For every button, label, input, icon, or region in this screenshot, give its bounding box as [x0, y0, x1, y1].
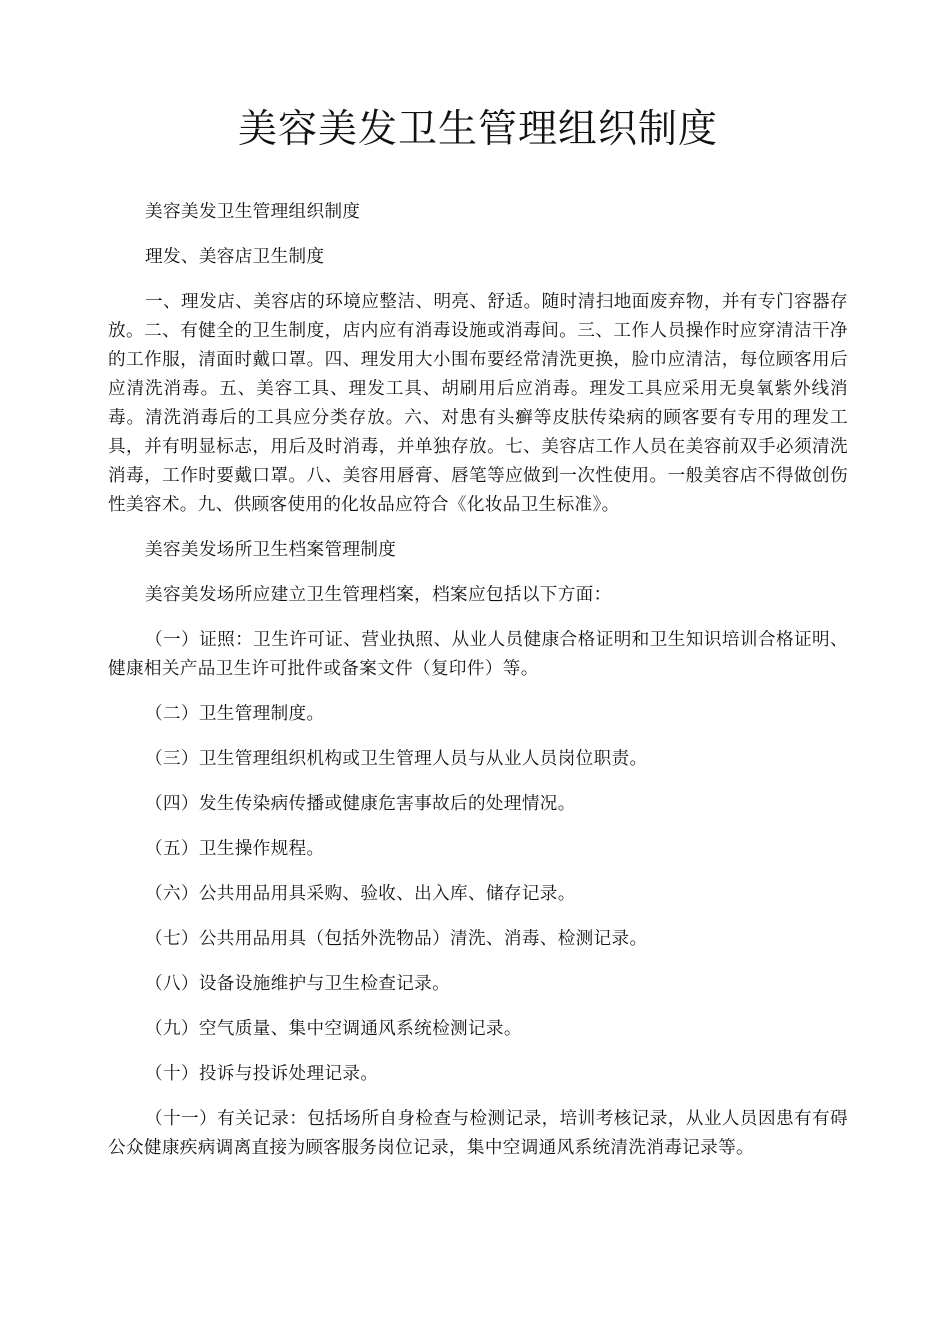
list-item: （五）卫生操作规程。: [145, 839, 325, 859]
list-item: （六）公共用品用具采购、验收、出入库、储存记录。: [145, 884, 576, 904]
paragraph-subtitle: 美容美发卫生管理组织制度: [145, 202, 361, 222]
paragraph-rules-body: 一、理发店、美容店的环境应整洁、明亮、舒适。随时清扫地面废弃物，并有专门容器存放。二、有健全的卫生制度，店内应有消毒设施或消毒间。三、工作人员操作时应穿清洁干净的工作服，清面时戴口罩。四、理发用大小围布要经常清洗更换，脸巾应清洁，每位顾客用后应清洗消毒。五、美容工具、理发工具、胡刷用后应消毒。理发工具应采用无臭氧紫外线消毒。清洗消毒后的工具应分类存放。六、对患有头癣等皮肤传染病的顾客要有专用的理发工具，并有明显标志，用后及时消毒，并单独存放。七、美容店工作人员在美容前双手必须清洗消毒，工作时要戴口罩。八、美容用唇膏、唇笔等应做到一次性使用。一般美容店不得做创伤性美容术。九、供顾客使用的化妆品应符合《化妆品卫生标准》。: [108, 292, 848, 515]
list-item: （七）公共用品用具（包括外洗物品）清洗、消毒、检测记录。: [145, 929, 648, 949]
document-page: [108, 0, 848, 1163]
list-item: （九）空气质量、集中空调通风系统检测记录。: [145, 1019, 522, 1039]
list-item: （三）卫生管理组织机构或卫生管理人员与从业人员岗位职责。: [145, 749, 648, 769]
list-item: （八）设备设施维护与卫生检查记录。: [145, 974, 451, 994]
paragraph-section-heading: 理发、美容店卫生制度: [145, 247, 325, 267]
list-item: （十一）有关记录：包括场所自身检查与检测记录，培训考核记录，从业人员因患有有碍公众健康疾病调离直接为顾客服务岗位记录，集中空调通风系统清洗消毒记录等。: [108, 1109, 848, 1158]
list-item: （二）卫生管理制度。: [145, 704, 325, 724]
document-title: 美容美发卫生管理组织制度: [237, 107, 718, 152]
list-item: （十）投诉与投诉处理记录。: [145, 1064, 379, 1084]
paragraph-section-heading: 美容美发场所卫生档案管理制度: [145, 540, 397, 560]
list-item: （一）证照：卫生许可证、营业执照、从业人员健康合格证明和卫生知识培训合格证明、健康相关产品卫生许可批件或备案文件（复印件）等。: [108, 630, 848, 679]
paragraph-intro: 美容美发场所应建立卫生管理档案，档案应包括以下方面：: [145, 585, 612, 605]
list-item: （四）发生传染病传播或健康危害事故后的处理情况。: [145, 794, 576, 814]
